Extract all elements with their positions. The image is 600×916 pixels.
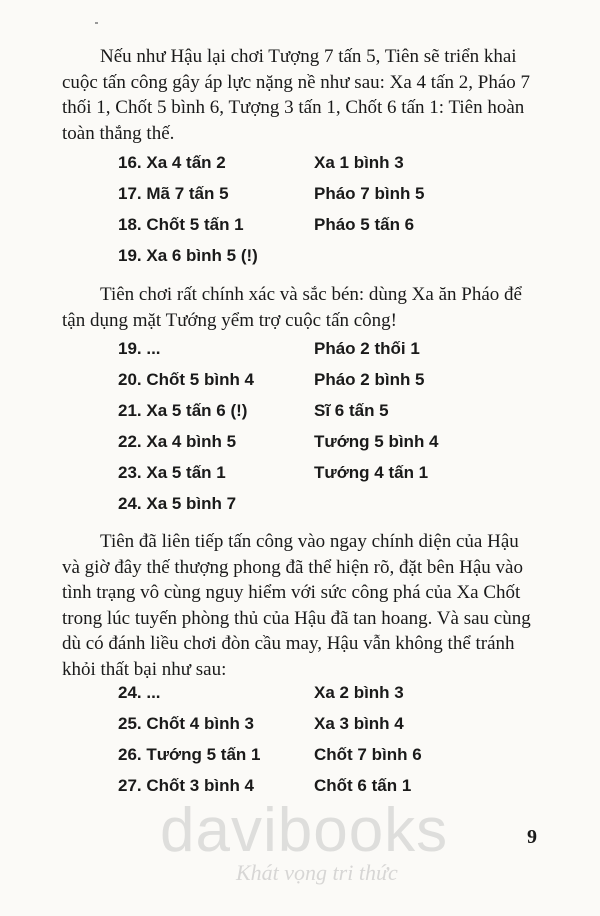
- black-move: Tướng 5 bình 4: [314, 432, 439, 451]
- white-move: 23. Xa 5 tấn 1: [118, 463, 226, 482]
- watermark-logo: davibooks: [160, 796, 449, 865]
- watermark-tagline: Khát vọng tri thức: [236, 860, 398, 885]
- text-line: cuộc tấn công gây áp lực nặng nề như sau: Xa 4 tấn 2, Pháo 7: [62, 71, 531, 93]
- paragraph-3: [62, 529, 552, 682]
- black-move: Xa 1 bình 3: [314, 153, 404, 172]
- black-move: Chốt 6 tấn 1: [314, 776, 412, 795]
- white-move: 25. Chốt 4 bình 3: [118, 714, 255, 733]
- white-move: 24. Xa 5 bình 7: [118, 494, 237, 513]
- text-line: khỏi thất bại như sau:: [62, 658, 227, 680]
- black-move: Tướng 4 tấn 1: [314, 463, 429, 482]
- text-line: tình trạng vô cùng nguy hiểm với sức công phá của Xa Chốt: [62, 582, 521, 603]
- black-move: Pháo 2 bình 5: [314, 370, 425, 389]
- white-move: 17. Mã 7 tấn 5: [118, 184, 229, 203]
- black-move: Pháo 7 bình 5: [314, 184, 425, 203]
- black-move: Chốt 7 bình 6: [314, 745, 422, 764]
- paragraph-2: [62, 282, 552, 333]
- white-move: 27. Chốt 3 bình 4: [118, 776, 255, 795]
- black-move: Pháo 2 thối 1: [314, 339, 420, 358]
- black-move: Pháo 5 tấn 6: [314, 215, 415, 234]
- black-move: Xa 3 bình 4: [314, 714, 404, 733]
- white-move: 22. Xa 4 bình 5: [118, 432, 237, 451]
- white-move: 18. Chốt 5 tấn 1: [118, 215, 244, 234]
- text-line: trong lúc tuyến phòng thủ của Hậu đã tan hoang. Và sau cùng: [62, 607, 531, 629]
- paragraph-1: [62, 44, 552, 146]
- text-line: và giờ đây thế thượng phong đã thể hiện rõ, đặt bên Hậu vào: [62, 556, 523, 578]
- black-move: Sĩ 6 tấn 5: [314, 401, 389, 420]
- print-speck: [95, 22, 98, 24]
- black-move: Xa 2 bình 3: [314, 683, 404, 702]
- white-move: 24. ...: [118, 683, 161, 702]
- white-move: 19. ...: [118, 339, 161, 358]
- white-move: 21. Xa 5 tấn 6 (!): [118, 401, 248, 420]
- white-move: 20. Chốt 5 bình 4: [118, 370, 255, 389]
- text-line: thối 1, Chốt 5 bình 6, Tượng 3 tấn 1, Chốt 6 tấn 1: Tiên hoàn: [62, 97, 525, 118]
- text-line: tận dụng mặt Tướng yểm trợ cuộc tấn công!: [62, 309, 398, 331]
- text-line: toàn thắng thế.: [62, 122, 175, 144]
- text-line: Tiên đã liên tiếp tấn công vào ngay chính diện của Hậu: [100, 531, 519, 552]
- white-move: 26. Tướng 5 tấn 1: [118, 745, 261, 764]
- text-line: dù có đánh liều chơi đòn cầu may, Hậu vẫn không thể tránh: [62, 633, 515, 654]
- text-line: Tiên chơi rất chính xác và sắc bén: dùng Xa ăn Pháo để: [100, 284, 522, 305]
- page-number: 9: [527, 826, 537, 848]
- white-move: 19. Xa 6 bình 5 (!): [118, 246, 258, 265]
- white-move: 16. Xa 4 tấn 2: [118, 153, 226, 172]
- text-line: Nếu như Hậu lại chơi Tượng 7 tấn 5, Tiên sẽ triển khai: [100, 46, 517, 67]
